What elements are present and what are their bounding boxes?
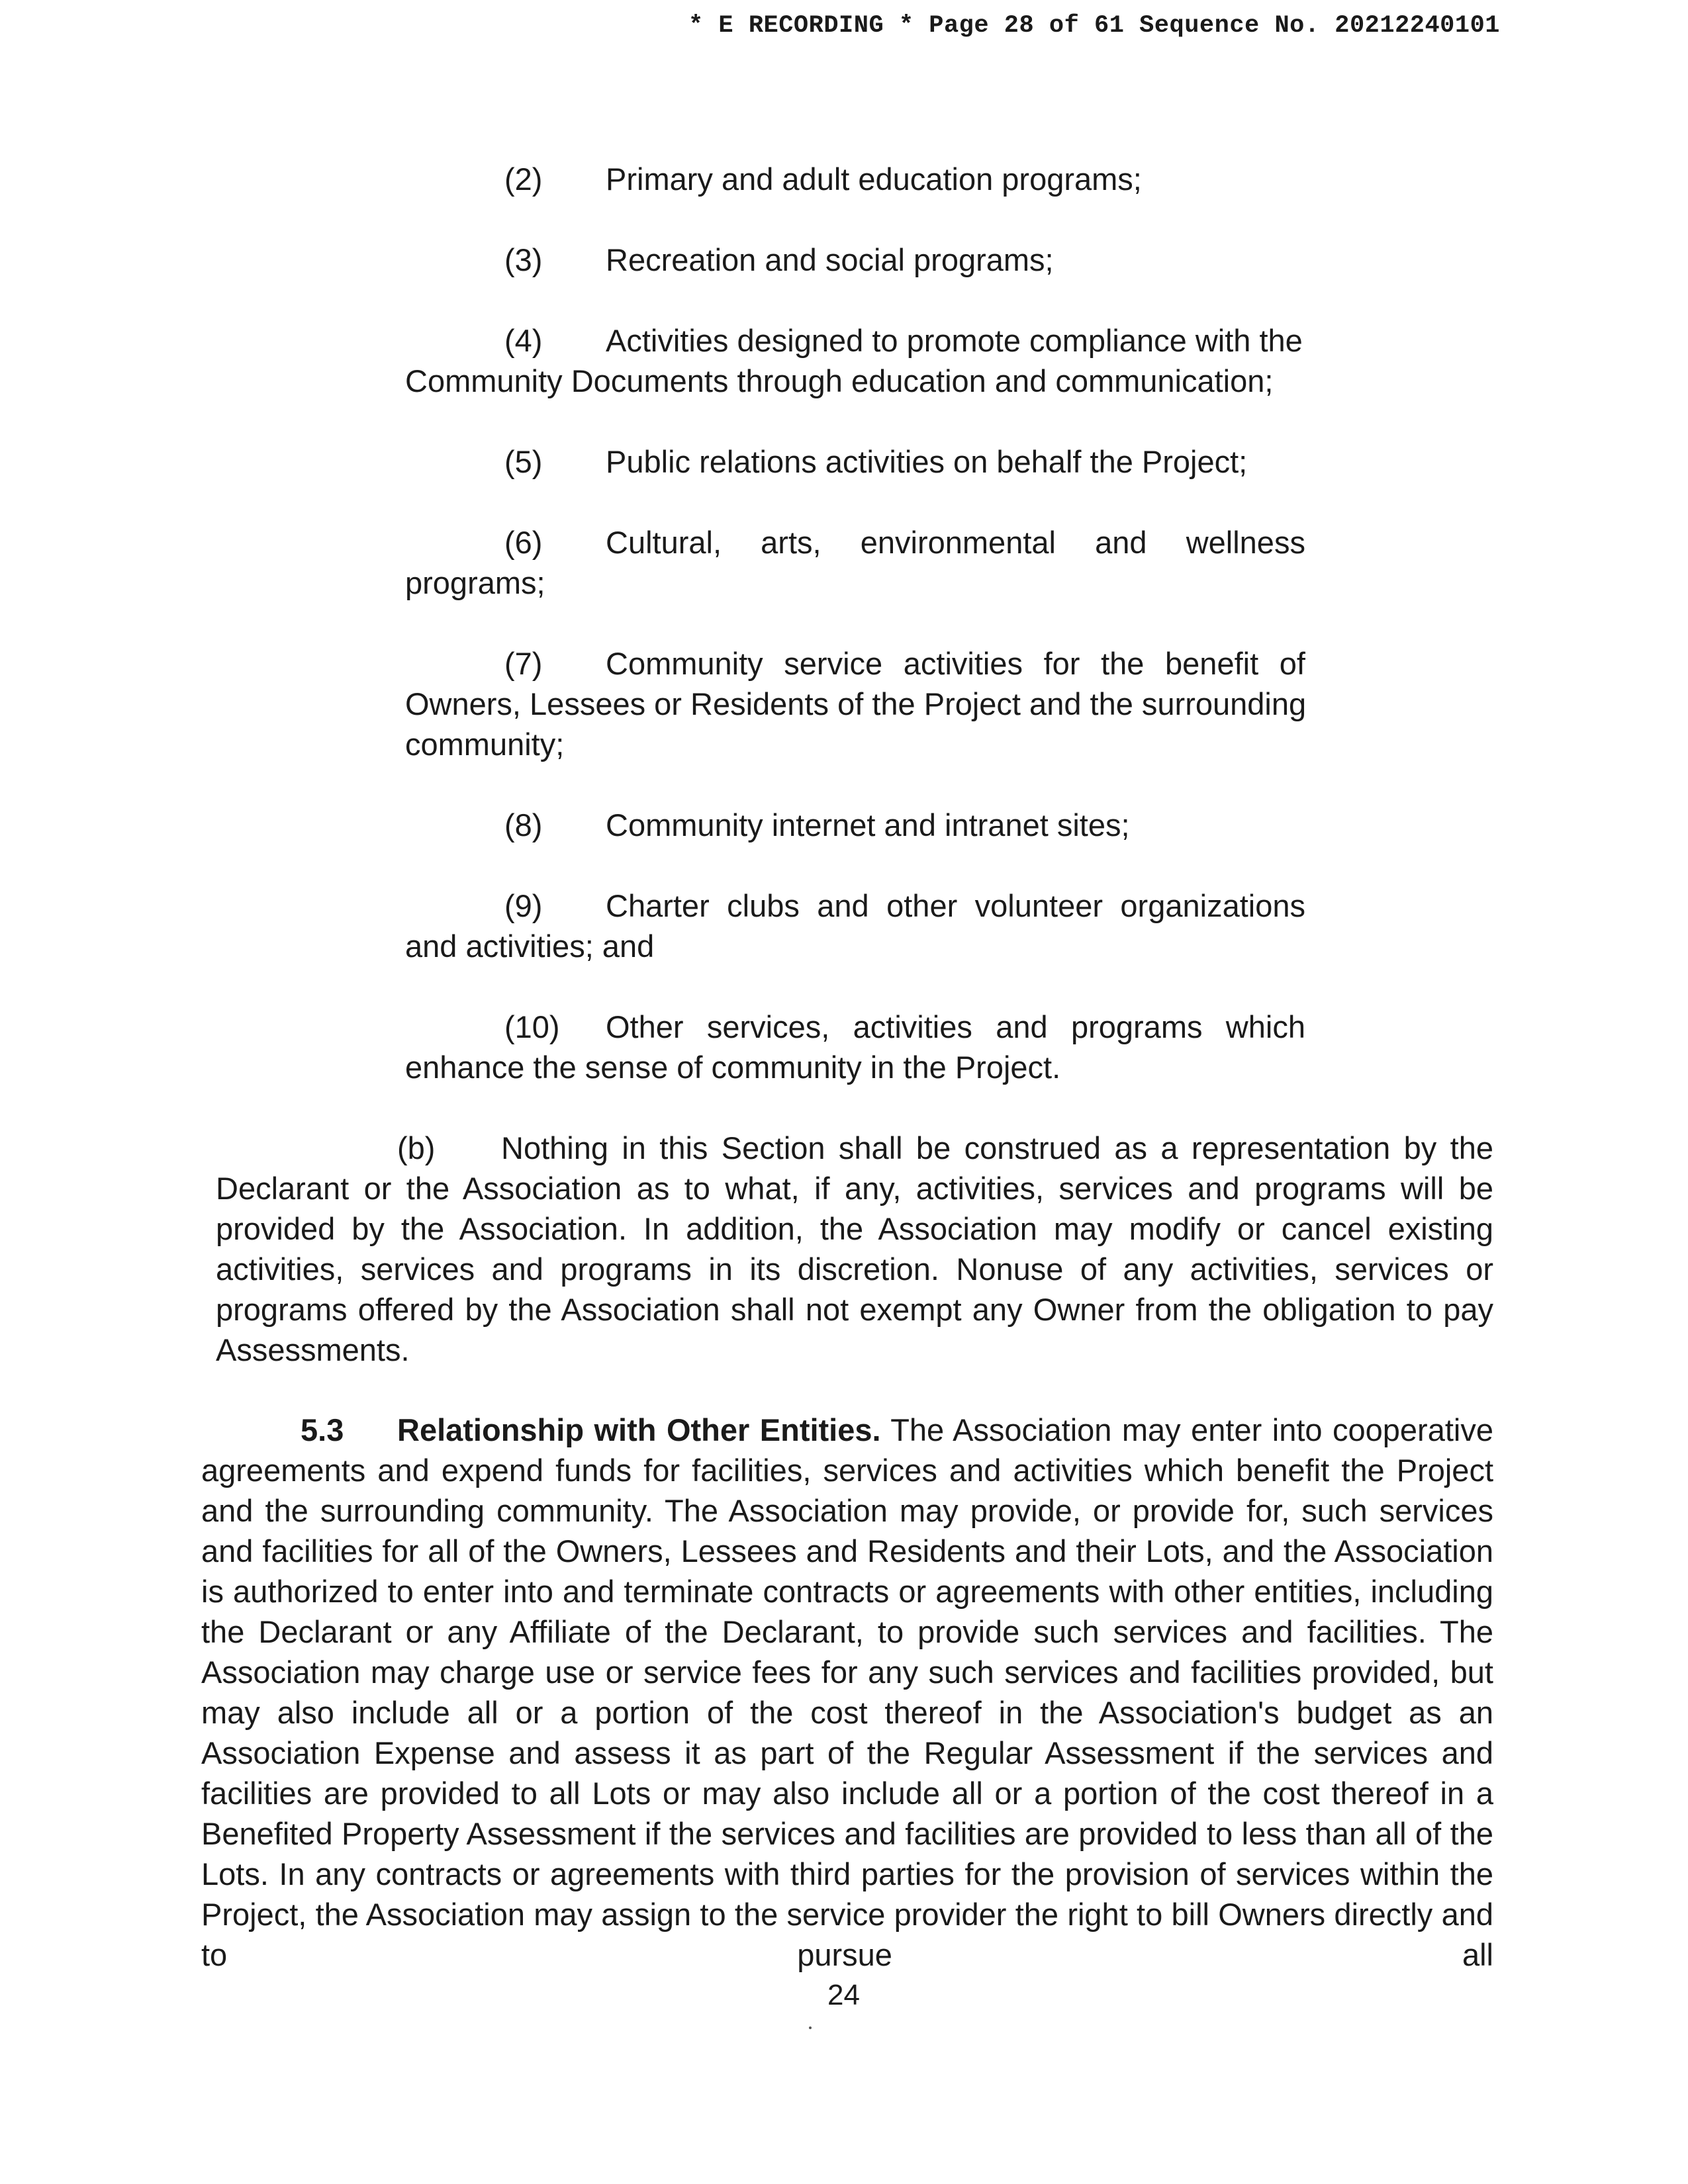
scan-speck bbox=[809, 2026, 812, 2029]
word: the bbox=[1101, 646, 1145, 681]
list-item-number: (4) bbox=[504, 323, 543, 358]
list-item-5 bbox=[405, 441, 1305, 482]
recording-header: * E RECORDING * Page 28 of 61 Sequence No. 20212240101 bbox=[688, 12, 1500, 40]
section-number: 5.3 bbox=[301, 1412, 344, 1447]
word: of bbox=[1279, 646, 1305, 681]
paragraph-label: (b) bbox=[397, 1130, 436, 1165]
list-item-6 bbox=[405, 522, 1305, 603]
list-item-continuation: Community Documents through education and communication; bbox=[405, 363, 1274, 398]
word: clubs bbox=[727, 888, 800, 923]
list-item-number: (2) bbox=[504, 161, 543, 197]
list-item-8 bbox=[405, 805, 1305, 845]
list-item-text: Activities designed to promote compliance with the bbox=[606, 323, 1303, 358]
list-item-number: (7) bbox=[504, 646, 543, 681]
word: and bbox=[1095, 525, 1147, 560]
word: wellness bbox=[1186, 525, 1305, 560]
word: service bbox=[784, 646, 883, 681]
word: Cultural, bbox=[606, 525, 722, 560]
word: Community bbox=[606, 646, 763, 681]
list-item-continuation: enhance the sense of community in the Project. bbox=[405, 1050, 1061, 1085]
word: services, bbox=[706, 1009, 830, 1044]
list-item-3 bbox=[405, 240, 1305, 280]
list-item-number: (5) bbox=[504, 444, 543, 479]
list-item-4 bbox=[405, 320, 1305, 401]
list-item-text: Recreation and social programs; bbox=[606, 242, 1054, 277]
section-5-3 bbox=[201, 1410, 1493, 1975]
word: activities bbox=[853, 1009, 972, 1044]
word: and bbox=[817, 888, 869, 923]
word: activities bbox=[903, 646, 1023, 681]
list-item-continuation: Owners, Lessees or Residents of the Project and the surrounding bbox=[405, 686, 1307, 721]
list-item-10 bbox=[405, 1007, 1305, 1087]
list-item-text: Community internet and intranet sites; bbox=[606, 807, 1130, 842]
word: Other bbox=[606, 1009, 684, 1044]
list-item-continuation: and activities; and bbox=[405, 929, 655, 964]
word: other bbox=[886, 888, 958, 923]
list-item-number: (6) bbox=[504, 525, 543, 560]
list-item-number: (3) bbox=[504, 242, 543, 277]
list-item-number: (9) bbox=[504, 888, 543, 923]
word: programs bbox=[1070, 1009, 1203, 1044]
list-item-text: Public relations activities on behalf the Project; bbox=[606, 444, 1248, 479]
word: volunteer bbox=[974, 888, 1103, 923]
list-item-continuation: community; bbox=[405, 727, 565, 762]
list-item-2 bbox=[405, 159, 1305, 199]
list-item-continuation: programs; bbox=[405, 565, 545, 600]
list-item-number: (10) bbox=[504, 1009, 560, 1044]
list-item-9 bbox=[405, 886, 1305, 966]
word: and bbox=[996, 1009, 1048, 1044]
word: Charter bbox=[606, 888, 710, 923]
section-title: Relationship with Other Entities. bbox=[397, 1412, 881, 1447]
list-item-7 bbox=[405, 643, 1305, 764]
word: organizations bbox=[1120, 888, 1305, 923]
list-item-number: (8) bbox=[504, 807, 543, 842]
word: environmental bbox=[860, 525, 1056, 560]
page-number: 24 bbox=[827, 1979, 860, 2011]
list-item-text: Primary and adult education programs; bbox=[606, 161, 1142, 197]
word: arts, bbox=[761, 525, 821, 560]
word: which bbox=[1225, 1009, 1305, 1044]
word: for bbox=[1043, 646, 1080, 681]
paragraph-b bbox=[216, 1128, 1493, 1370]
word: benefit bbox=[1165, 646, 1259, 681]
section-text: The Association may enter into cooperative agreements and expend funds for facilities, services and activities which benefit the Project and the surrounding community. The Association may provide, or provide for, such services and facilities for all of the Owners, Lessees and Residents and their Lots, and the Association is authorized to enter into and terminate contracts or agreements with other entities, including the Declarant or any Affiliate of the Declarant, to provide such services and facilities. The Association may charge use or service fees for any such services and facilities provided, but may also include all or a portion of the cost thereof in the Association's budget as an Association Expense and assess it as part of the Regular Assessment if the services and facilities are provided to all Lots or may also include all or a portion of the cost thereof in a Benefited Property Assessment if the services and facilities are provided to less than all of the Lots. In any contracts or agreements with third parties for the provision of services within the Project, the Association may assign to the service provider the right to bill Owners directly and to pursue all bbox=[201, 1412, 1493, 1972]
paragraph-text: Nothing in this Section shall be construed as a representation by the Declarant or the Association as to what, if any, activities, services and programs will be provided by the Association. In addition, the Association may modify or cancel existing activities, services and programs in its discretion. Nonuse of any activities, services or programs offered by the Association shall not exempt any Owner from the obligation to pay Assessments. bbox=[216, 1130, 1493, 1367]
